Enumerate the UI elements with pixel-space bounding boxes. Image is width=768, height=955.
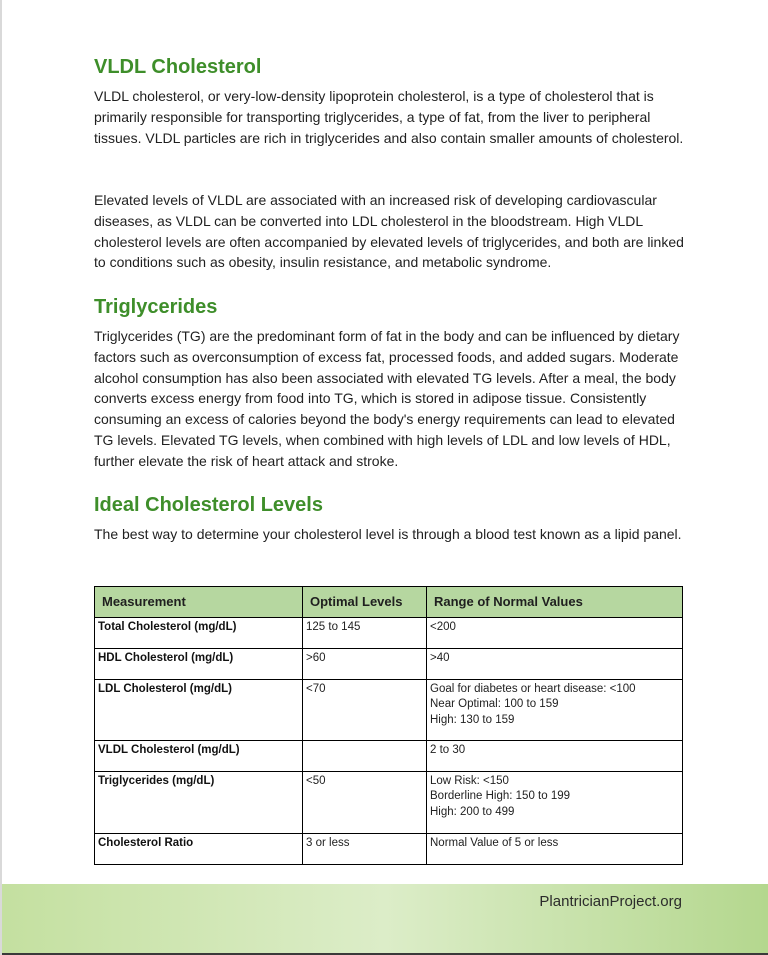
- range-cell: [427, 680, 683, 741]
- vldl-heading: VLDL Cholesterol: [94, 56, 262, 78]
- table-header-row: [95, 587, 683, 618]
- table-row: [95, 618, 683, 649]
- table-row: [95, 649, 683, 680]
- footer-site-link[interactable]: PlantricianProject.org: [539, 893, 682, 910]
- triglycerides-paragraph: Triglycerides (TG) are the predominant form of fat in the body and can be influenced by dietary factors such as overconsumption of excess fat, processed foods, and added sugars. Moderate alcohol consumption has also been associated with elevated TG levels. After a meal, the body converts excess energy from food into TG, which is stored in adipose tissue. Consistently consuming an excess of calories beyond the body's energy requirements can lead to elevated TG levels. Elevated TG levels, when combined with high levels of LDL and low levels of HDL, further elevate the risk of heart attack and stroke.: [94, 328, 680, 469]
- header-range-normal: Range of Normal Values: [427, 587, 683, 618]
- range-line: <200: [430, 621, 456, 633]
- range-cell: [427, 741, 683, 772]
- range-line: Goal for diabetes or heart disease: <100: [430, 683, 636, 695]
- optimal-cell: <50: [303, 772, 427, 834]
- measurement-cell: Cholesterol Ratio: [95, 834, 303, 865]
- vldl-paragraph-2: Elevated levels of VLDL are associated with an increased risk of developing cardiovascular diseases, as VLDL can be converted into LDL cholesterol in the bloodstream. High VLDL cholesterol levels are often accompanied by elevated levels of triglycerides, and both are linked to conditions such as obesity, insulin resistance, and metabolic syndrome.: [94, 192, 684, 271]
- header-optimal-levels: Optimal Levels: [303, 587, 427, 618]
- measurement-cell: Total Cholesterol (mg/dL): [95, 618, 303, 649]
- cholesterol-levels-table: [94, 586, 683, 865]
- table-row: [95, 741, 683, 772]
- range-line: >40: [430, 652, 450, 664]
- table-row: [95, 772, 683, 834]
- optimal-cell: <70: [303, 680, 427, 741]
- table-row: [95, 680, 683, 741]
- range-cell: [427, 649, 683, 680]
- header-measurement: Measurement: [95, 587, 303, 618]
- optimal-cell: >60: [303, 649, 427, 680]
- ideal-levels-paragraph: The best way to determine your cholesterol level is through a blood test known as a lipid panel.: [94, 526, 682, 542]
- range-line: 2 to 30: [430, 744, 466, 756]
- optimal-cell: 3 or less: [303, 834, 427, 865]
- range-cell: [427, 772, 683, 834]
- optimal-cell: 125 to 145: [303, 618, 427, 649]
- range-cell: [427, 618, 683, 649]
- measurement-cell: Triglycerides (mg/dL): [95, 772, 303, 834]
- range-line: Borderline High: 150 to 199: [430, 790, 571, 803]
- triglycerides-heading: Triglycerides: [94, 296, 218, 318]
- vldl-paragraph-1: VLDL cholesterol, or very-low-density lipoprotein cholesterol, is a type of cholesterol that is primarily responsible for transporting triglycerides, a type of fat, from the liver to peripheral tissues. VLDL particles are rich in triglycerides and also contain smaller amounts of cholesterol.: [94, 88, 684, 146]
- table-row: [95, 834, 683, 865]
- measurement-cell: HDL Cholesterol (mg/dL): [95, 649, 303, 680]
- page-footer: [2, 884, 768, 955]
- range-line: High: 130 to 159: [430, 713, 515, 726]
- measurement-cell: VLDL Cholesterol (mg/dL): [95, 741, 303, 772]
- range-line: Normal Value of 5 or less: [430, 837, 559, 849]
- ideal-levels-heading: Ideal Cholesterol Levels: [94, 494, 323, 516]
- range-cell: [427, 834, 683, 865]
- page-left-edge: [0, 0, 2, 955]
- optimal-cell: [303, 741, 427, 772]
- measurement-cell: LDL Cholesterol (mg/dL): [95, 680, 303, 741]
- range-line: Near Optimal: 100 to 159: [430, 698, 559, 711]
- range-line: Low Risk: <150: [430, 775, 509, 787]
- range-line: High: 200 to 499: [430, 805, 515, 818]
